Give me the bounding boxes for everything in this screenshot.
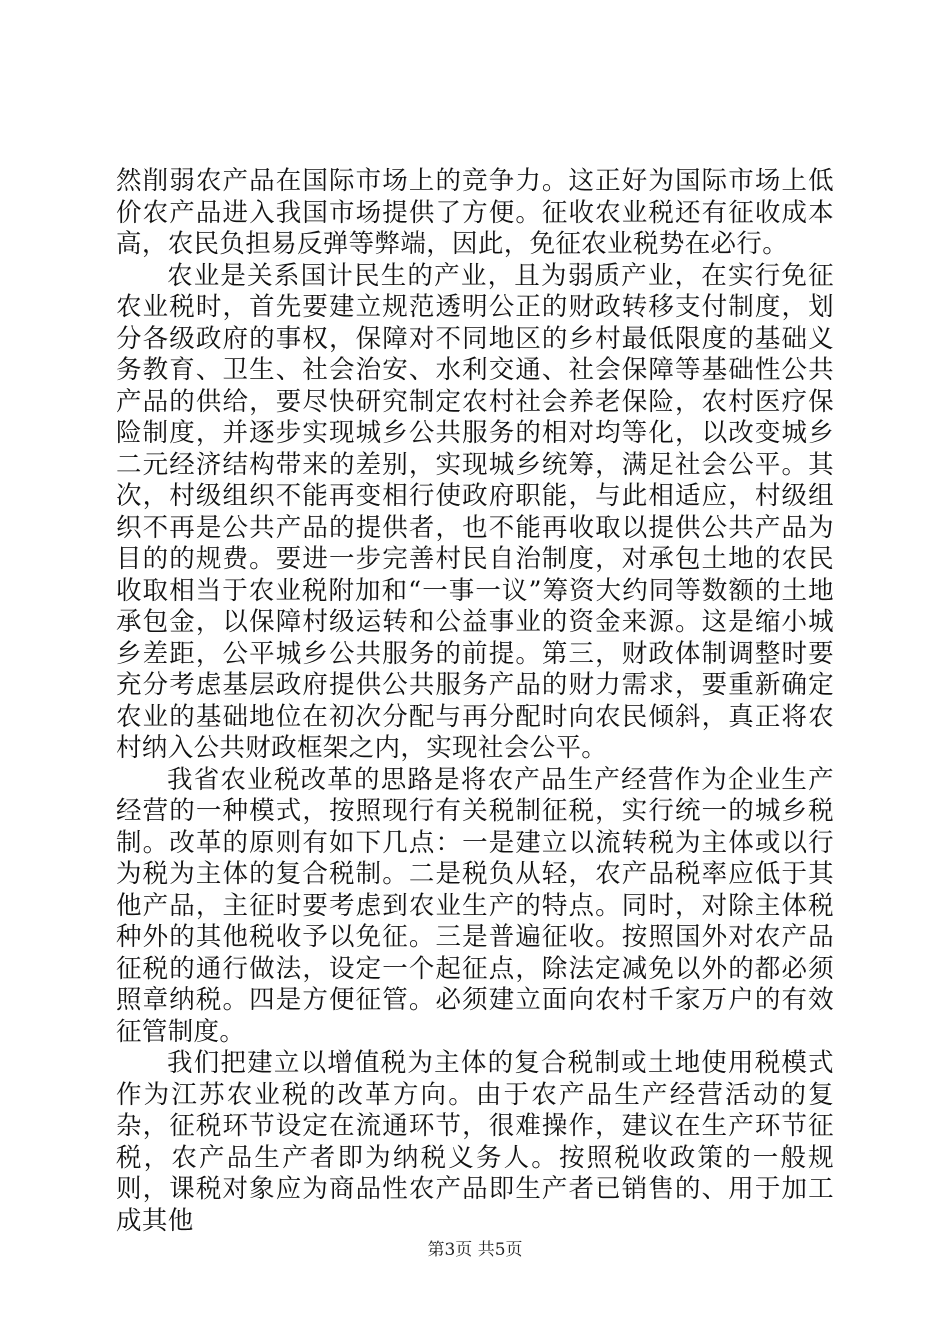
- paragraph-fiscal-transfer: 农业是关系国计民生的产业，且为弱质产业，在实行免征农业税时，首先要建立规范透明公正的财政转移支付制度，划分各级政府的事权，保障对不同地区的乡村最低限度的基础义务教育、卫生、社会治安、水利交通、社会保障等基础性公共产品的供给，要尽快研究制定农村社会养老保险，农村医疗保险制度，并逐步实现城乡公共服务的相对均等化，以改变城乡二元经济结构带来的差别，实现城乡统筹，满足社会公平。其次，村级组织不能再变相行使政府职能，与此相适应，村级组织不再是公共产品的提供者，也不能再收取以提供公共产品为目的的规费。要进一步完善村民自治制度，对承包土地的农民收取相当于农业税附加和“一事一议”筹资大约同等数额的土地承包金，以保障村级运转和公益事业的资金来源。这是缩小城乡差距，公平城乡公共服务的前提。第三，财政体制调整时要充分考虑基层政府提供公共服务产品的财力需求，要重新确定农业的基础地位在初次分配与再分配时向农民倾斜，真正将农村纳入公共财政框架之内，实现社会公平。: [116, 260, 834, 763]
- paragraph-continuation: 然削弱农产品在国际市场上的竞争力。这正好为国际市场上低价农产品进入我国市场提供了方便。征收农业税还有征收成本高，农民负担易反弹等弊端，因此，免征农业税势在必行。: [116, 166, 834, 259]
- document-body: [116, 166, 834, 1237]
- page-number-footer: 第3页 共5页: [427, 1240, 523, 1260]
- paragraph-reform-principles: 我省农业税改革的思路是将农产品生产经营作为企业生产经营的一种模式，按照现行有关税制征税，实行统一的城乡税制。改革的原则有如下几点：一是建立以流转税为主体或以行为税为主体的复合税制。二是税负从轻，农产品税率应低于其他产品，主征时要考虑到农业生产的特点。同时，对除主体税种外的其他税收予以免征。三是普遍征收。按照国外对农产品征税的通行做法，设定一个起征点，除法定减免以外的都必须照章纳税。四是方便征管。必须建立面向农村千家万户的有效征管制度。: [116, 764, 834, 1047]
- paragraph-reform-direction: 我们把建立以增值税为主体的复合税制或土地使用税模式作为江苏农业税的改革方向。由于农产品生产经营活动的复杂，征税环节设定在流通环节，很难操作，建议在生产环节征税，农产品生产者即为纳税义务人。按照税收政策的一般规则，课税对象应为商品性农产品即生产者已销售的、用于加工成其他: [116, 1048, 834, 1236]
